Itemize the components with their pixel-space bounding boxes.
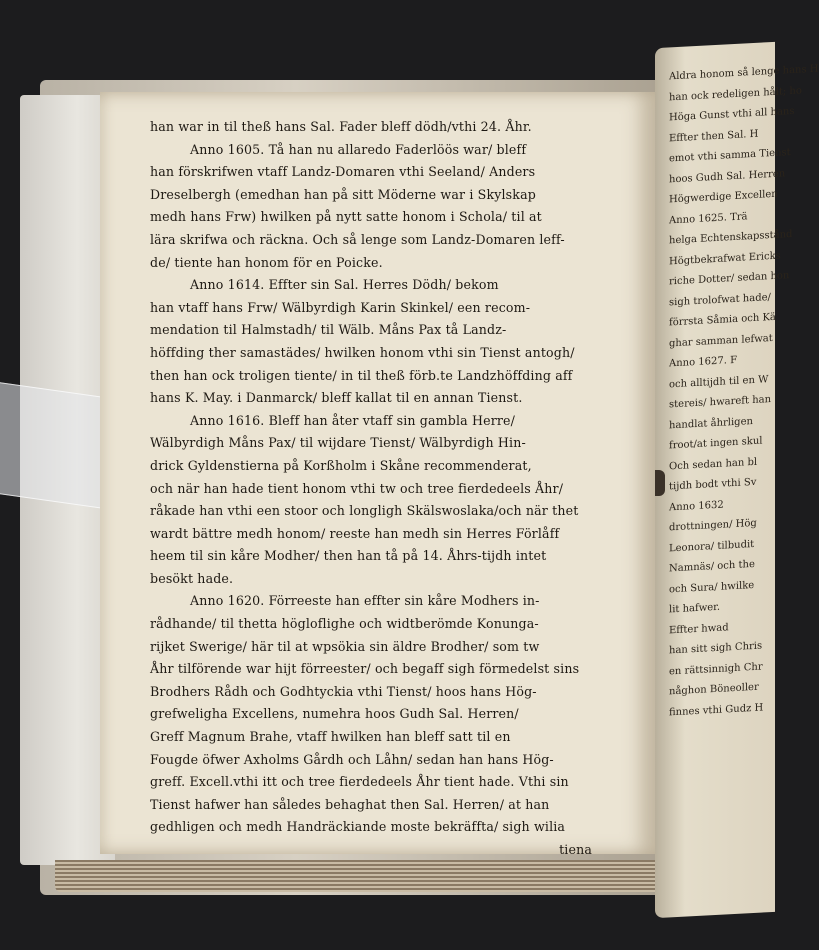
facing-text-line: froot/at ingen skul (669, 435, 763, 452)
facing-text-line: stereis/ hwareft han (669, 394, 772, 411)
text-line: han förskrifwen vtaff Landz-Domaren vthi Seeland/ Anders (150, 164, 536, 180)
text-line: Anno 1614. Effter sin Sal. Herres Dödh/ bekom (190, 277, 499, 293)
text-line: Anno 1620. Förreeste han effter sin kåre Modhers in- (190, 593, 540, 609)
text-line: Anno 1605. Tå han nu allaredo Faderlöös war/ bleff (190, 141, 527, 157)
facing-text-line: helga Echtenskapsstånd (669, 228, 793, 247)
text-line: lära skrifwa och räckna. Och så lenge som Landz-Domaren leff- (150, 231, 565, 247)
text-line: tiena (559, 842, 592, 857)
text-line: Dreselbergh (emedhan han på sitt Möderne war i Skylskap (150, 186, 536, 202)
text-line: heem til sin kåre Modher/ then han tå på 14. Åhrs-tijdh intet (150, 548, 547, 564)
facing-text-line: Effter hwad (669, 621, 729, 636)
page-tab-marker (655, 470, 665, 496)
text-line: wardt bättre medh honom/ reeste han medh sin Herres Förlåff (150, 525, 560, 541)
text-line: besökt hade. (150, 570, 234, 586)
text-line: rådhande/ til thetta högloflighe och widtberömde Konunga- (150, 616, 539, 632)
text-line: then han ock troligen tiente/ in til theß förb.te Landzhöffding aff (150, 367, 573, 383)
text-line: drick Gyldenstierna på Korßholm i Skåne recommenderat, (150, 457, 532, 473)
facing-text-line: hoos Gudh Sal. Herren (669, 167, 786, 185)
text-line: han vtaff hans Frw/ Wälbyrdigh Karin Skinkel/ een recom- (150, 299, 531, 315)
facing-text-line: tijdh bodt vthi Sv (669, 476, 757, 493)
text-line: han war in til theß hans Sal. Fader bleff dödh/vthi 24. Åhr. (150, 119, 532, 134)
facing-text-line: han sitt sigh Chris (669, 640, 763, 657)
text-line: gedhligen och medh Handräckiande moste bekräffta/ sigh wilia (150, 819, 566, 835)
text-line: höffding ther samastädes/ hwilken honom vthi sin Tienst antogh/ (150, 344, 575, 360)
facing-text-line: en rättsinnigh Chr (669, 661, 763, 677)
facing-text-line: sigh trolofwat hade/ (669, 291, 771, 308)
facing-text-line: Leonora/ tilbudit (669, 538, 755, 554)
text-line: greff. Excell.vthi itt och tree fierdedeels Åhr tient hade. Vthi sin (150, 774, 569, 790)
text-line: råkade han vthi een stoor och longligh Skälswoslaka/och när thet (150, 503, 579, 519)
text-line: Wälbyrdigh Måns Pax/ til wijdare Tienst/ Wälbyrdigh Hin- (150, 435, 526, 451)
facing-text-line: Anno 1627. F (669, 354, 738, 370)
facing-text-line: Aldra honom så lenge hans H (669, 63, 819, 83)
facing-text-line: förrsta Såmia och Kä (669, 311, 776, 329)
text-line: grefweligha Excellens, numehra hoos Gudh Sal. Herren/ (150, 706, 519, 722)
facing-text-line: handlat åhrligen (669, 415, 753, 431)
facing-text-line: och Sura/ hwilke (669, 579, 755, 595)
facing-text-line: finnes vthi Gudz H (669, 701, 764, 718)
facing-text-line: Effter then Sal. H (669, 128, 759, 144)
facing-text-line: ghar samman lefwat (669, 332, 773, 349)
facing-text-line: lit hafwer. (669, 601, 721, 616)
text-line: rijket Swerige/ här til at wpsökia sin äldre Brodher/ som tw (150, 638, 540, 654)
text-line: Åhr tilförende war hijt förreester/ och begaff sigh förmedelst sins (150, 661, 580, 677)
facing-text-line: och alltijdh til en W (669, 373, 769, 390)
page-body-text (150, 116, 600, 862)
facing-page (655, 42, 819, 918)
page-edges-bottom (55, 860, 675, 892)
text-line: Anno 1616. Bleff han åter vtaff sin gambla Herre/ (190, 412, 516, 428)
facing-text-line: han ock redeligen hålt; ho (669, 84, 802, 103)
facing-text-line: riche Dotter/ sedan hon (669, 270, 790, 288)
text-line: Brodhers Rådh och Godhtyckia vthi Tienst/ hoos hans Hög- (150, 683, 537, 699)
tissue-paper-strip (0, 382, 110, 509)
facing-page-text (669, 62, 819, 724)
text-line: och när han hade tient honom vthi tw och tree fierdedeels Åhr/ (150, 480, 564, 496)
facing-text-line: Anno 1632 (669, 499, 724, 513)
facing-text-line: Högtbekrafwat Ericks (669, 250, 781, 267)
facing-text-line: Högwerdige Excellen (669, 188, 778, 206)
text-line: Fougde öfwer Axholms Gårdh och Låhn/ sedan han hans Hög- (150, 751, 554, 767)
facing-text-line: Höga Gunst vthi all hans (669, 105, 795, 124)
facing-text-line: Och sedan han bl (669, 456, 758, 472)
facing-text-line: emot vthi samma Tienst (669, 147, 791, 165)
facing-text-line: Anno 1625. Trä (669, 210, 748, 226)
text-line: de/ tiente han honom för en Poicke. (150, 254, 383, 270)
facing-text-line: drottningen/ Hög (669, 517, 757, 534)
facing-text-line: Namnäs/ och the (669, 558, 755, 575)
text-line: medh hans Frw) hwilken på nytt satte honom i Schola/ til at (150, 209, 542, 225)
facing-text-line: någhon Böneoller (669, 681, 759, 698)
main-page (100, 92, 655, 857)
text-line: mendation til Halmstadh/ til Wälb. Måns Pax tå Landz- (150, 322, 507, 338)
text-line: hans K. May. i Danmarck/ bleff kallat til en annan Tienst. (150, 390, 523, 406)
text-line: Greff Magnum Brahe, vtaff hwilken han bleff satt til en (150, 729, 511, 745)
text-line: Tienst hafwer han således behaghat then Sal. Herren/ at han (150, 796, 550, 812)
